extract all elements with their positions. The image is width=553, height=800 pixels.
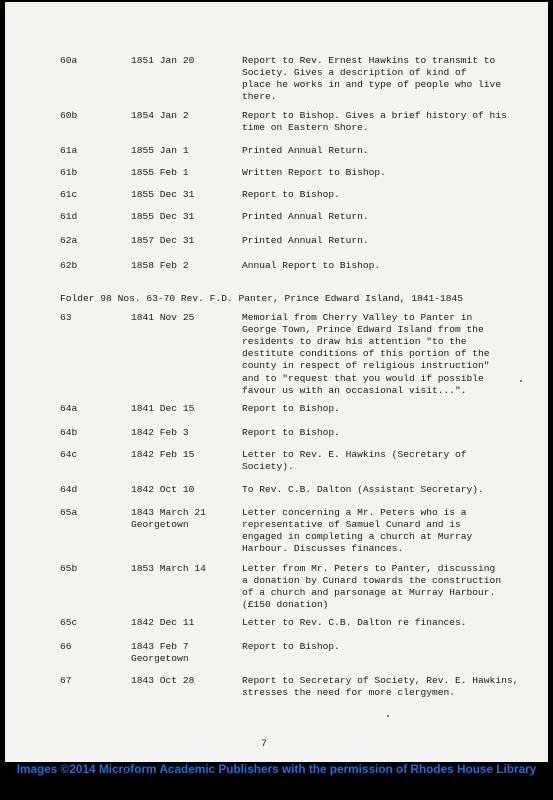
entry-description: Letter from Mr. Peters to Panter, discussing xyxy=(242,563,496,574)
entry-date: 1855 Jan 1 xyxy=(131,145,189,156)
entry-description: Printed Annual Return. xyxy=(242,235,369,246)
entry-ref: 65b xyxy=(60,563,78,574)
entry-date: 1855 Feb 1 xyxy=(131,167,189,178)
entry-description: Harbour. Discusses finances. xyxy=(242,543,404,555)
entry-date: 1842 Dec 11 xyxy=(131,617,195,628)
entry-description: stresses the need for more clergymen. xyxy=(242,687,456,699)
folder-heading: Folder 98 Nos. 63-70 Rev. F.D. Panter, Prince Edward Island, 1841-1845 xyxy=(60,293,464,304)
entry-description: a donation by Cunard towards the construction xyxy=(242,575,502,587)
entry-description: place he works in and type of people who live xyxy=(242,79,502,91)
entry-date: 1842 Oct 10 xyxy=(131,484,195,495)
entry-description: Society. Gives a description of kind of xyxy=(242,67,467,79)
entry-description: Letter to Rev. E. Hawkins (Secretary of xyxy=(242,449,467,460)
entry-ref: 60b xyxy=(60,110,78,121)
entry-description: Report to Secretary of Society, Rev. E. Hawkins, xyxy=(242,675,519,686)
entry-ref: 61a xyxy=(60,145,78,156)
entry-ref: 64a xyxy=(60,403,78,414)
entry-description: destitute conditions of this portion of the xyxy=(242,348,490,360)
entry-date: Georgetown xyxy=(131,653,189,665)
entry-date: 1851 Jan 20 xyxy=(131,55,195,66)
entry-description: there. xyxy=(242,91,277,103)
entry-description: Report to Bishop. xyxy=(242,189,340,200)
entry-ref: 64d xyxy=(60,484,78,495)
entry-ref: 61b xyxy=(60,167,78,178)
entry-date: 1853 March 14 xyxy=(131,563,206,574)
entry-description: time on Eastern Shore. xyxy=(242,122,369,134)
entry-ref: 61c xyxy=(60,189,78,200)
entry-description: residents to draw his attention "to the xyxy=(242,336,467,348)
entry-ref: 67 xyxy=(60,675,72,686)
entry-date: 1843 Oct 28 xyxy=(131,675,195,686)
entry-date: 1843 March 21 xyxy=(131,507,206,518)
entry-date: 1857 Dec 31 xyxy=(131,235,195,246)
entry-description: representative of Samuel Cunard and is xyxy=(242,519,461,531)
entry-description: favour us with an occasional visit...". xyxy=(242,384,467,396)
entry-description: Report to Bishop. xyxy=(242,427,340,438)
entry-ref: 64b xyxy=(60,427,78,438)
entry-ref: 66 xyxy=(60,641,72,652)
entry-ref: 62b xyxy=(60,260,78,271)
entry-description: Letter concerning a Mr. Peters who is a xyxy=(242,507,467,518)
entry-description: Memorial from Cherry Valley to Panter in xyxy=(242,312,473,323)
entry-description: Report to Bishop. Gives a brief history of his xyxy=(242,110,507,121)
entry-description: Report to Bishop. xyxy=(242,641,340,652)
entry-date: 1841 Dec 15 xyxy=(131,403,195,414)
entry-description: Society). xyxy=(242,461,294,473)
entry-ref: 61d xyxy=(60,211,78,222)
entry-description: Report to Rev. Ernest Hawkins to transmit to xyxy=(242,55,496,66)
speck xyxy=(387,715,389,717)
entry-description: engaged in completing a church at Murray xyxy=(242,531,473,543)
document-page xyxy=(5,2,548,762)
entry-ref: 64c xyxy=(60,449,78,460)
speck xyxy=(520,380,522,382)
entry-description: Letter to Rev. C.B. Dalton re finances. xyxy=(242,617,467,628)
entry-description: Written Report to Bishop. xyxy=(242,167,386,178)
entry-description: Report to Bishop. xyxy=(242,403,340,414)
entry-date: 1854 Jan 2 xyxy=(131,110,189,121)
entry-date: 1842 Feb 15 xyxy=(131,449,195,460)
page-number: 7 xyxy=(261,739,268,750)
entry-date: 1855 Dec 31 xyxy=(131,211,195,222)
entry-ref: 60a xyxy=(60,55,78,66)
entry-description: and to "request that you would if possible xyxy=(242,372,484,384)
entry-description: Annual Report to Bishop. xyxy=(242,260,381,271)
entry-description: Printed Annual Return. xyxy=(242,211,369,222)
entry-date: Georgetown xyxy=(131,519,189,531)
entry-date: 1858 Feb 2 xyxy=(131,260,189,271)
entry-date: 1843 Feb 7 xyxy=(131,641,189,652)
entry-ref: 62a xyxy=(60,235,78,246)
entry-ref: 63 xyxy=(60,312,72,323)
entry-date: 1841 Nov 25 xyxy=(131,312,195,323)
entry-description: county in respect of religious instruction" xyxy=(242,360,490,372)
entry-description: George Town, Prince Edward Island from the xyxy=(242,324,484,336)
entry-date: 1842 Feb 3 xyxy=(131,427,189,438)
entry-date: 1855 Dec 31 xyxy=(131,189,195,200)
entry-description: (£150 donation) xyxy=(242,599,329,611)
entry-description: Printed Annual Return. xyxy=(242,145,369,156)
entry-description: of a church and parsonage at Murray Harbour. xyxy=(242,587,496,599)
entry-ref: 65a xyxy=(60,507,78,518)
entry-description: To Rev. C.B. Dalton (Assistant Secretary). xyxy=(242,484,484,495)
entry-ref: 65c xyxy=(60,617,78,628)
copyright-footer: Images ©2014 Microform Academic Publishers with the permission of Rhodes House Library xyxy=(16,762,537,776)
